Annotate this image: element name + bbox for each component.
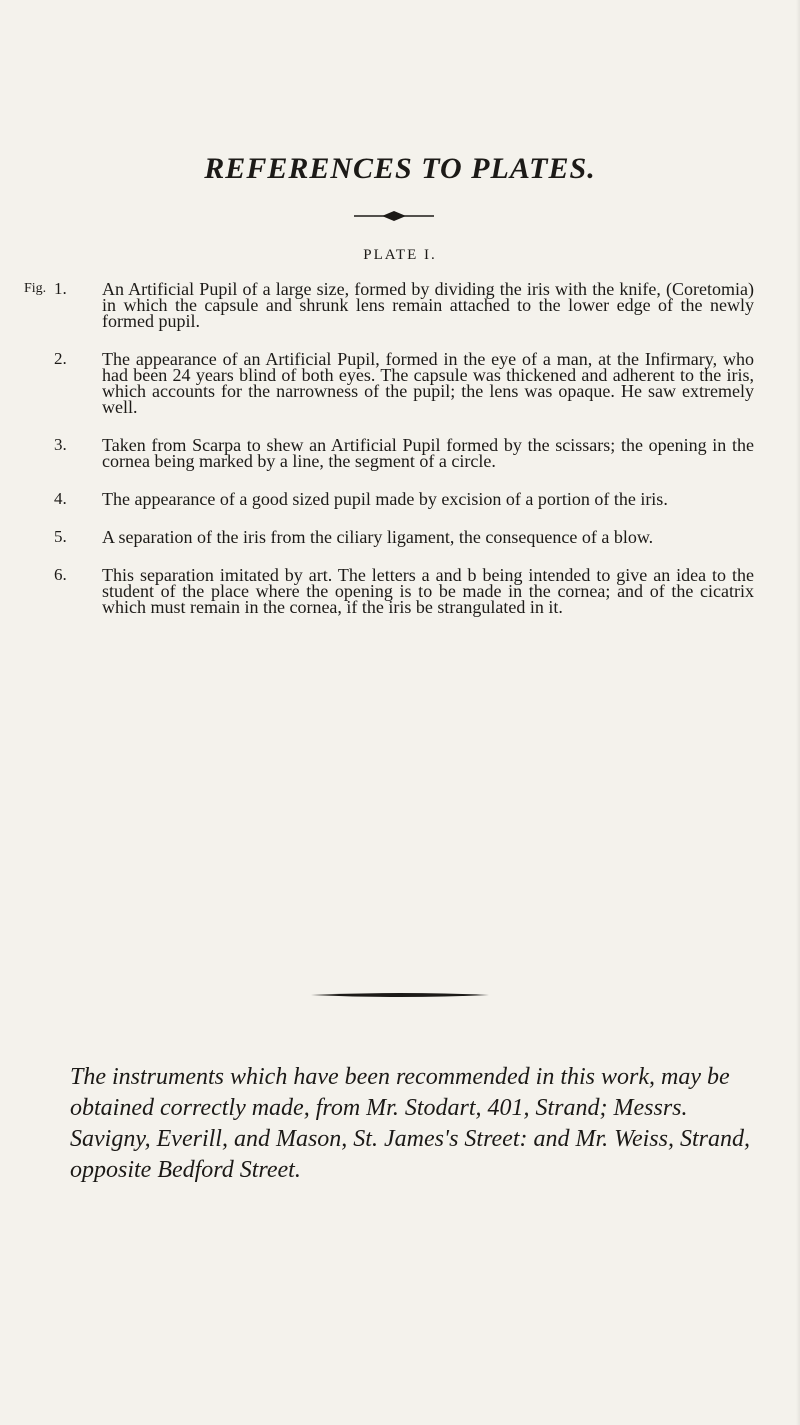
instruments-notice: The instruments which have been recommended in this work, may be obtained correctly made, from Mr. Stodart, 401, Strand; Messrs. Savigny, Everill, and Mason, St. James's Street: and Mr. Weiss, Strand, opposite Bedford Street. [70, 1064, 750, 1183]
figure-description: The appearance of an Artificial Pupil, formed in the eye of a man, at the Infirmary, who had been 24 years blind of both eyes. The capsule was thickened and adherent to the iris, which accounts for the narrowness of the pupil; the lens was opaque. He saw extremely well. [102, 349, 754, 417]
fig-label: Fig. [24, 281, 47, 296]
plate-title: PLATE I. [363, 247, 437, 263]
figure-description: An Artificial Pupil of a large size, formed by dividing the iris with the knife, (Coretomia) in which the capsule and shrunk lens remain attached to the lower edge of the newly formed pupil. [102, 279, 754, 331]
figure-description: This separation imitated by art. The letters a and b being intended to give an idea to the student of the place where the opening is to be made in the cornea; and of the cicatrix which must remain in the cornea, if the iris be strangulated in it. [102, 565, 754, 617]
figure-number: 4. [54, 489, 67, 508]
figure-entry [54, 567, 754, 615]
figure-description: Taken from Scarpa to shew an Artificial Pupil formed by the scissars; the opening in the cornea being marked by a line, the segment of a circle. [102, 435, 754, 471]
page-edge-shadow [796, 0, 800, 1425]
figure-entry [54, 437, 754, 469]
figure-number: 3. [54, 435, 67, 454]
figure-entry [54, 491, 754, 507]
figure-number: 6. [54, 565, 67, 584]
page-title: REFERENCES TO PLATES. [204, 152, 596, 185]
section-divider [311, 992, 489, 998]
figure-description: A separation of the iris from the ciliary ligament, the consequence of a blow. [102, 527, 654, 547]
figure-number: 1. [54, 279, 67, 298]
figure-entry [54, 281, 754, 329]
figure-description: The appearance of a good sized pupil made by excision of a portion of the iris. [102, 489, 668, 509]
figure-entry [54, 351, 754, 415]
figure-number: 2. [54, 349, 67, 368]
ornament-rule [352, 210, 436, 222]
figure-number: 5. [54, 527, 67, 546]
figure-references [54, 281, 754, 637]
figure-entry [54, 529, 754, 545]
